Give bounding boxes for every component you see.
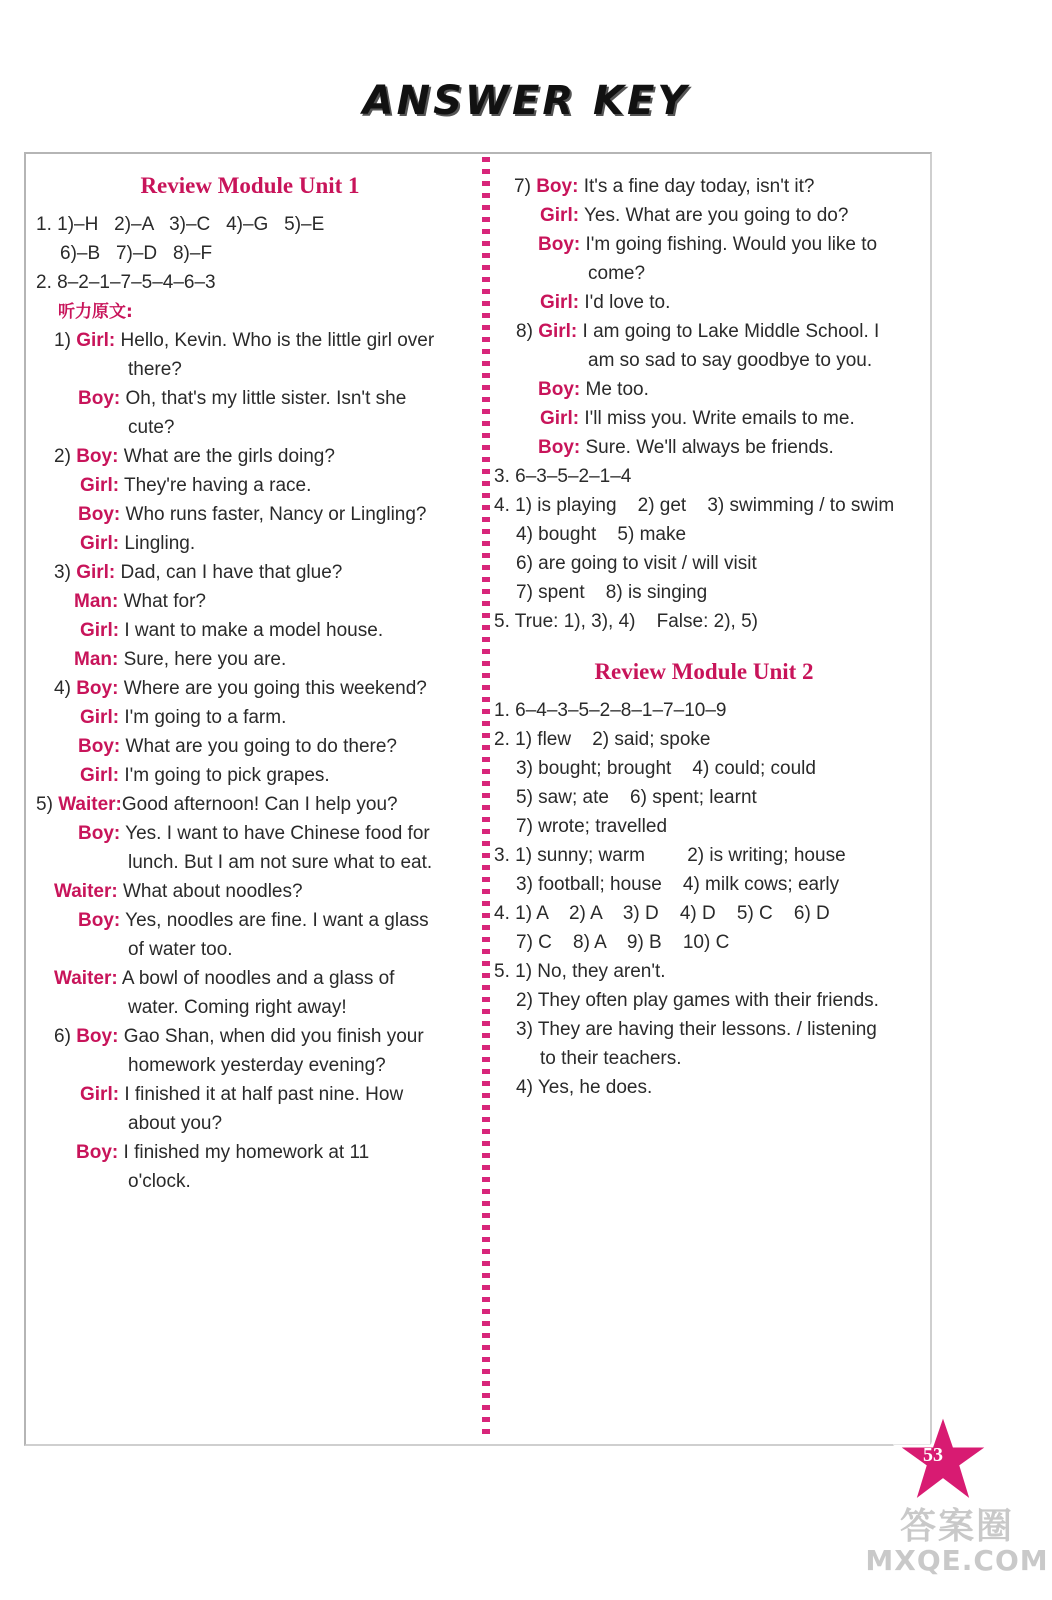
watermark-line-2: MXQE.COM — [865, 1544, 1049, 1577]
unit-title-2: Review Module Unit 2 — [594, 659, 814, 684]
line-text: What are you going to do there? — [120, 736, 397, 757]
line-text: I'll miss you. Write emails to me. — [579, 408, 855, 429]
answer-line — [36, 1167, 464, 1196]
watermark — [862, 1506, 1052, 1578]
line-text: 3) football; house 4) milk cows; early — [516, 874, 840, 895]
answer-line — [36, 964, 464, 993]
line-text: I want to make a model house. — [119, 620, 384, 641]
speaker-label: Girl: — [80, 475, 120, 496]
answer-line — [494, 812, 914, 841]
left-lines — [36, 210, 464, 1196]
item-number: 5) — [36, 794, 59, 815]
speaker-label: Waiter: — [54, 968, 118, 989]
speaker-label: Boy: — [76, 1142, 119, 1163]
answer-line — [36, 819, 464, 848]
line-text: 4) bought 5) make — [516, 524, 687, 545]
answer-line — [494, 870, 914, 899]
answer-line — [36, 674, 464, 703]
speaker-label: Boy: — [78, 504, 121, 525]
answer-line — [494, 288, 914, 317]
line-text: 7) wrote; travelled — [516, 816, 668, 837]
line-text: 2. 8–2–1–7–5–4–6–3 — [36, 272, 216, 293]
answer-line — [494, 433, 914, 462]
column-divider — [482, 157, 490, 1439]
answer-line — [494, 899, 914, 928]
right-lines-top — [494, 172, 914, 636]
speaker-label: Boy: — [78, 736, 121, 757]
speaker-label: Boy: — [76, 446, 119, 467]
answer-line — [494, 957, 914, 986]
answer-line — [36, 761, 464, 790]
answer-line — [36, 471, 464, 500]
line-text: I'd love to. — [579, 292, 671, 313]
answer-line — [36, 1080, 464, 1109]
answer-line — [36, 906, 464, 935]
speaker-label: Girl: — [80, 1084, 120, 1105]
speaker-label: Girl: — [80, 765, 120, 786]
line-text: 1. 6–4–3–5–2–8–1–7–10–9 — [494, 700, 727, 721]
speaker-label: Girl: — [76, 562, 116, 583]
line-text: 3. 1) sunny; warm 2) is writing; house — [494, 845, 846, 866]
line-text: 4. 1) A 2) A 3) D 4) D 5) C 6) D — [494, 903, 830, 924]
answer-line — [494, 259, 914, 288]
item-number: 7) — [514, 176, 537, 197]
line-text: I'm going fishing. Would you like to — [580, 234, 878, 255]
answer-line — [36, 210, 464, 239]
line-text: am so sad to say goodbye to you. — [588, 350, 873, 371]
line-text: 2) They often play games with their friends. — [516, 990, 879, 1011]
line-text: 7) spent 8) is singing — [516, 582, 708, 603]
answer-line — [36, 239, 464, 268]
line-text: Dad, can I have that glue? — [115, 562, 343, 583]
answer-line — [36, 877, 464, 906]
line-text: I'm going to a farm. — [119, 707, 287, 728]
line-text: about you? — [128, 1113, 223, 1134]
speaker-label: Boy: — [78, 388, 121, 409]
speaker-label: Man: — [74, 591, 119, 612]
line-text: o'clock. — [128, 1171, 191, 1192]
speaker-label: Waiter: — [58, 794, 122, 815]
speaker-label: Waiter: — [54, 881, 118, 902]
answer-line — [36, 1022, 464, 1051]
line-text: homework yesterday evening? — [128, 1055, 386, 1076]
answer-line — [36, 413, 464, 442]
item-number: 4) — [54, 678, 77, 699]
speaker-label: Girl: — [540, 205, 580, 226]
speaker-label: Man: — [74, 649, 119, 670]
line-text: Hello, Kevin. Who is the little girl over — [115, 330, 435, 351]
line-text: 5) saw; ate 6) spent; learnt — [516, 787, 757, 808]
right-column — [494, 172, 914, 1102]
answer-line — [36, 384, 464, 413]
line-text: A bowl of noodles and a glass of — [117, 968, 395, 989]
line-text: to their teachers. — [540, 1048, 682, 1069]
answer-line — [494, 491, 914, 520]
line-text: Sure, here you are. — [118, 649, 287, 670]
item-number: 6) — [54, 1026, 77, 1047]
line-text: 6)–B 7)–D 8)–F — [60, 243, 213, 264]
line-text: 3. 6–3–5–2–1–4 — [494, 466, 632, 487]
speaker-label: Boy: — [538, 379, 581, 400]
speaker-label: Boy: — [536, 176, 579, 197]
answer-line — [36, 790, 464, 819]
line-text: come? — [588, 263, 646, 284]
line-text: 7) C 8) A 9) B 10) C — [516, 932, 730, 953]
line-text: 3) They are having their lessons. / listening — [516, 1019, 877, 1040]
line-text: Who runs faster, Nancy or Lingling? — [120, 504, 427, 525]
answer-line — [494, 549, 914, 578]
line-text: Yes. I want to have Chinese food for — [120, 823, 430, 844]
answer-line — [36, 442, 464, 471]
line-text: water. Coming right away! — [128, 997, 347, 1018]
page-number: 53 — [923, 1444, 943, 1466]
line-text: I finished it at half past nine. How — [119, 1084, 404, 1105]
line-text: 2. 1) flew 2) said; spoke — [494, 729, 711, 750]
line-text: Where are you going this weekend? — [118, 678, 427, 699]
answer-line — [494, 928, 914, 957]
listening-script-heading: 听力原文: — [58, 302, 133, 322]
line-text: What for? — [118, 591, 206, 612]
speaker-label: Boy: — [76, 1026, 119, 1047]
answer-line — [36, 587, 464, 616]
speaker-label: Girl: — [76, 330, 116, 351]
right-lines-bottom — [494, 696, 914, 1102]
answer-line — [36, 326, 464, 355]
item-number: 2) — [54, 446, 77, 467]
line-text: What about noodles? — [117, 881, 303, 902]
speaker-label: Girl: — [538, 321, 578, 342]
speaker-label: Girl: — [540, 292, 580, 313]
answer-line — [494, 230, 914, 259]
answer-line — [494, 841, 914, 870]
answer-line — [36, 848, 464, 877]
speaker-label: Girl: — [80, 707, 120, 728]
answer-line — [494, 986, 914, 1015]
speaker-label: Girl: — [80, 620, 120, 641]
answer-line — [494, 520, 914, 549]
line-text: I finished my homework at 11 — [118, 1142, 370, 1163]
answer-line — [36, 558, 464, 587]
answer-line — [494, 1044, 914, 1073]
answer-line — [494, 346, 914, 375]
answer-line — [494, 375, 914, 404]
answer-line — [494, 696, 914, 725]
line-text: It's a fine day today, isn't it? — [578, 176, 815, 197]
answer-line — [36, 616, 464, 645]
item-number: 3) — [54, 562, 77, 583]
line-text: Yes, noodles are fine. I want a glass — [120, 910, 429, 931]
answer-line — [36, 529, 464, 558]
answer-line — [36, 297, 464, 326]
answer-line — [494, 462, 914, 491]
speaker-label: Boy: — [78, 823, 121, 844]
line-text: 5. 1) No, they aren't. — [494, 961, 666, 982]
line-text: cute? — [128, 417, 175, 438]
line-text: of water too. — [128, 939, 233, 960]
answer-line — [494, 783, 914, 812]
answer-line — [36, 1138, 464, 1167]
answer-line — [36, 645, 464, 674]
line-text: 4. 1) is playing 2) get 3) swimming / to swim — [494, 495, 895, 516]
answer-line — [494, 725, 914, 754]
line-text: Oh, that's my little sister. Isn't she — [120, 388, 407, 409]
answer-line — [36, 703, 464, 732]
unit-title-1: Review Module Unit 1 — [140, 173, 360, 198]
line-text: Sure. We'll always be friends. — [580, 437, 834, 458]
line-text: They're having a race. — [119, 475, 312, 496]
answer-line — [494, 201, 914, 230]
line-text: 5. True: 1), 3), 4) False: 2), 5) — [494, 611, 758, 632]
line-text: Me too. — [580, 379, 649, 400]
speaker-label: Boy: — [538, 437, 581, 458]
line-text: there? — [128, 359, 182, 380]
page-title: ANSWER KEY — [362, 78, 690, 124]
line-text: 6) are going to visit / will visit — [516, 553, 757, 574]
answer-line — [494, 317, 914, 346]
answer-line — [36, 935, 464, 964]
line-text: 3) bought; brought 4) could; could — [516, 758, 816, 779]
line-text: lunch. But I am not sure what to eat. — [128, 852, 433, 873]
line-text: I'm going to pick grapes. — [119, 765, 330, 786]
speaker-label: Girl: — [540, 408, 580, 429]
answer-line — [494, 754, 914, 783]
speaker-label: Boy: — [538, 234, 581, 255]
line-text: Lingling. — [119, 533, 196, 554]
answer-line — [36, 1051, 464, 1080]
speaker-label: Girl: — [80, 533, 120, 554]
speaker-label: Boy: — [78, 910, 121, 931]
line-text: Gao Shan, when did you finish your — [118, 1026, 424, 1047]
answer-line — [36, 1109, 464, 1138]
answer-line — [494, 404, 914, 433]
answer-line — [36, 268, 464, 297]
answer-line — [36, 732, 464, 761]
watermark-line-1: 答案圈 — [899, 1506, 1014, 1547]
line-text: Yes. What are you going to do? — [579, 205, 849, 226]
left-column — [36, 166, 464, 1196]
answer-line — [494, 578, 914, 607]
line-text: Good afternoon! Can I help you? — [121, 794, 398, 815]
line-text: 1. 1)–H 2)–A 3)–C 4)–G 5)–E — [36, 214, 325, 235]
answer-line — [494, 1073, 914, 1102]
answer-line — [494, 172, 914, 201]
answer-line — [36, 993, 464, 1022]
speaker-label: Boy: — [76, 678, 119, 699]
line-text: 4) Yes, he does. — [516, 1077, 653, 1098]
answer-line — [494, 607, 914, 636]
line-text: What are the girls doing? — [118, 446, 335, 467]
answer-line — [494, 1015, 914, 1044]
line-text: I am going to Lake Middle School. I — [577, 321, 880, 342]
item-number: 1) — [54, 330, 77, 351]
answer-line — [36, 355, 464, 384]
item-number: 8) — [516, 321, 539, 342]
answer-line — [36, 500, 464, 529]
